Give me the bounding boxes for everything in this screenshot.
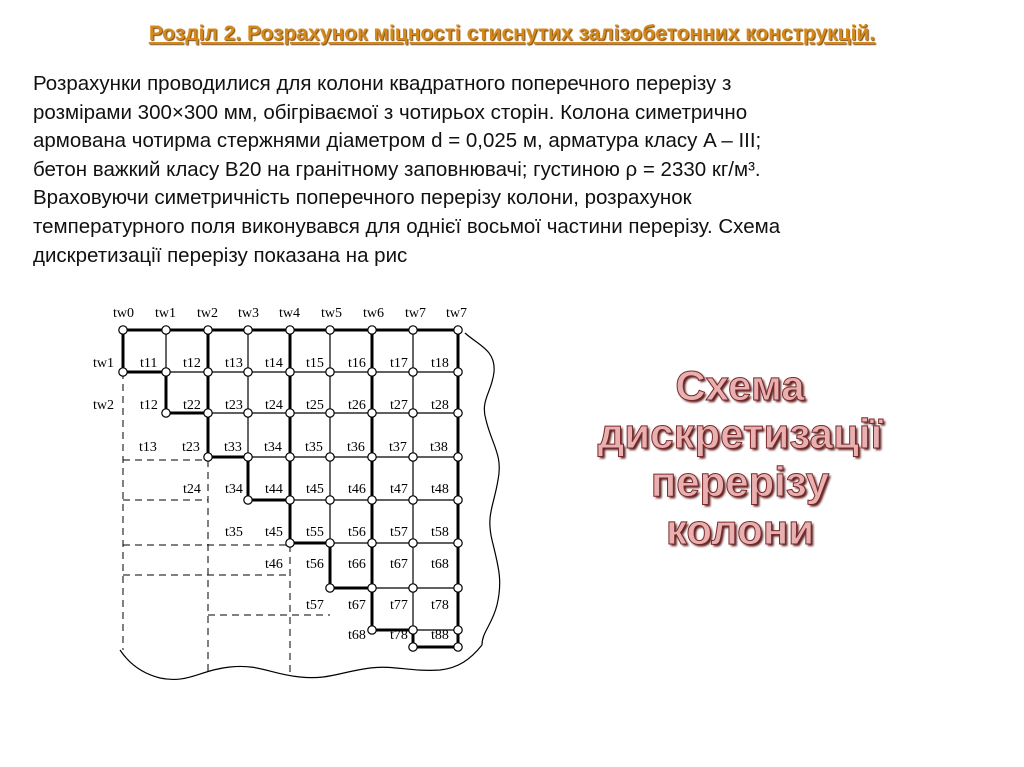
body-line: Розрахунки проводилися для колони квадратного поперечного перерізу з xyxy=(33,72,732,95)
node-label: t77 xyxy=(390,598,408,613)
mesh-node xyxy=(409,539,417,547)
node-label: t12 xyxy=(183,356,201,371)
mesh-node xyxy=(454,409,462,417)
node-label: t33 xyxy=(224,440,242,455)
mesh-node xyxy=(454,326,462,334)
mesh-node xyxy=(409,584,417,592)
node-label: t78 xyxy=(431,598,449,613)
mesh-node xyxy=(286,539,294,547)
mesh-node xyxy=(368,453,376,461)
mesh-node xyxy=(286,326,294,334)
mesh-node xyxy=(454,496,462,504)
mesh-labels xyxy=(93,306,467,643)
body-line: бетон важкий класу B20 на гранітному заповнювачі; густиною ρ = 2330 кг/м³. xyxy=(33,157,761,181)
body-line: армована чотирма стержнями діаметром d = 0,025 м, арматура класу A – III; xyxy=(33,129,762,153)
break-contour-bottom xyxy=(120,645,482,679)
node-label: t24 xyxy=(265,398,283,413)
node-label: t14 xyxy=(265,356,283,371)
node-label: t67 xyxy=(348,598,366,613)
node-label: t66 xyxy=(348,557,366,572)
mesh-node xyxy=(368,326,376,334)
mesh-node xyxy=(244,409,252,417)
mesh-node xyxy=(326,496,334,504)
mesh-node xyxy=(454,626,462,634)
node-label: t34 xyxy=(264,440,282,455)
node-label: tw2 xyxy=(197,306,218,321)
mesh-node xyxy=(454,453,462,461)
node-label: t25 xyxy=(306,398,324,413)
node-label: t27 xyxy=(390,398,408,413)
mesh-node xyxy=(454,584,462,592)
mesh-node xyxy=(286,453,294,461)
mesh-node xyxy=(204,409,212,417)
caption-line: перерізу xyxy=(650,458,830,505)
mesh-node xyxy=(454,643,462,651)
node-label: t16 xyxy=(348,356,366,371)
node-label: tw3 xyxy=(238,306,259,321)
body-line: дискретизації перерізу показана на рис xyxy=(33,243,408,267)
mesh-node xyxy=(454,539,462,547)
mesh-node xyxy=(409,453,417,461)
slide-title: Розділ 2. Розрахунок міцності стиснутих залізобетонних конструкцій. xyxy=(148,22,876,45)
node-label: t58 xyxy=(431,525,449,540)
node-label: tw0 xyxy=(113,306,134,321)
node-label: t47 xyxy=(390,482,408,497)
node-label: t45 xyxy=(306,482,324,497)
mesh-node xyxy=(204,326,212,334)
node-label: tw1 xyxy=(155,306,176,321)
caption-line: дискретизації xyxy=(597,410,883,457)
mesh-node xyxy=(409,643,417,651)
mesh-node xyxy=(326,584,334,592)
mesh-node xyxy=(244,453,252,461)
node-label: t45 xyxy=(265,525,283,540)
mesh-node xyxy=(286,368,294,376)
node-label: t67 xyxy=(390,557,408,572)
mesh-node xyxy=(454,368,462,376)
mesh-node xyxy=(368,539,376,547)
mesh-node xyxy=(368,584,376,592)
caption-line: колони xyxy=(665,506,815,553)
node-label: t24 xyxy=(183,482,201,497)
node-label: t11 xyxy=(140,356,158,371)
node-label: tw4 xyxy=(279,306,300,321)
node-label: t38 xyxy=(430,440,448,455)
node-label: t56 xyxy=(348,525,366,540)
node-label: t26 xyxy=(348,398,366,413)
mesh-node xyxy=(326,539,334,547)
node-label: t55 xyxy=(306,525,324,540)
mesh-node xyxy=(409,326,417,334)
node-label: t44 xyxy=(265,482,283,497)
node-label: tw6 xyxy=(363,306,384,321)
node-label: t15 xyxy=(306,356,324,371)
mesh-node xyxy=(368,409,376,417)
mesh-node xyxy=(204,453,212,461)
mesh-node xyxy=(326,368,334,376)
node-label: tw7 xyxy=(446,306,467,321)
mesh-node xyxy=(244,368,252,376)
mesh-node xyxy=(368,496,376,504)
node-label: t12 xyxy=(140,398,158,413)
mesh-node xyxy=(119,326,127,334)
body-line: розмірами 300×300 мм, обігріваємої з чотирьох сторін. Колона симетрично xyxy=(33,100,748,124)
body-line: температурного поля виконувався для однієї восьмої частини перерізу. Схема xyxy=(33,214,781,238)
mesh-node xyxy=(409,626,417,634)
node-label: t18 xyxy=(431,356,449,371)
mesh-node xyxy=(368,626,376,634)
node-label: t68 xyxy=(348,628,366,643)
body-line: Враховуючи симетричність поперечного перерізу колони, розрахунок xyxy=(33,186,692,210)
node-label: t37 xyxy=(389,440,407,455)
mesh-node xyxy=(244,496,252,504)
caption-line: Схема xyxy=(675,362,805,409)
diagram-caption xyxy=(560,362,920,554)
mesh-node xyxy=(409,496,417,504)
node-label: t35 xyxy=(305,440,323,455)
node-label: t13 xyxy=(139,440,157,455)
node-label: t36 xyxy=(347,440,365,455)
node-label: tw1 xyxy=(93,356,114,371)
node-label: t28 xyxy=(431,398,449,413)
node-label: t17 xyxy=(390,356,408,371)
node-label: tw7 xyxy=(405,306,426,321)
node-label: t46 xyxy=(348,482,366,497)
mesh-node xyxy=(326,326,334,334)
mesh-node xyxy=(368,368,376,376)
node-label: t57 xyxy=(390,525,408,540)
node-label: t23 xyxy=(182,440,200,455)
node-label: t34 xyxy=(225,482,243,497)
mesh-node xyxy=(286,409,294,417)
mesh-node xyxy=(162,326,170,334)
node-label: t78 xyxy=(390,628,408,643)
break-contour-right xyxy=(465,333,500,645)
node-label: t13 xyxy=(225,356,243,371)
node-label: tw5 xyxy=(321,306,342,321)
node-label: t48 xyxy=(431,482,449,497)
node-label: t57 xyxy=(306,598,324,613)
mesh-node xyxy=(204,368,212,376)
node-label: t22 xyxy=(183,398,201,413)
node-label: t68 xyxy=(431,557,449,572)
mesh-node xyxy=(162,368,170,376)
mesh-node xyxy=(409,368,417,376)
node-label: t46 xyxy=(265,557,283,572)
mesh-node xyxy=(326,453,334,461)
mesh-node xyxy=(244,326,252,334)
node-label: t23 xyxy=(225,398,243,413)
node-label: t35 xyxy=(225,525,243,540)
node-label: t88 xyxy=(431,628,449,643)
mesh-node xyxy=(119,368,127,376)
mesh-node xyxy=(409,409,417,417)
node-label: tw2 xyxy=(93,398,114,413)
mesh-node xyxy=(326,409,334,417)
node-label: t56 xyxy=(306,557,324,572)
mesh-node xyxy=(286,496,294,504)
mesh-node xyxy=(162,409,170,417)
